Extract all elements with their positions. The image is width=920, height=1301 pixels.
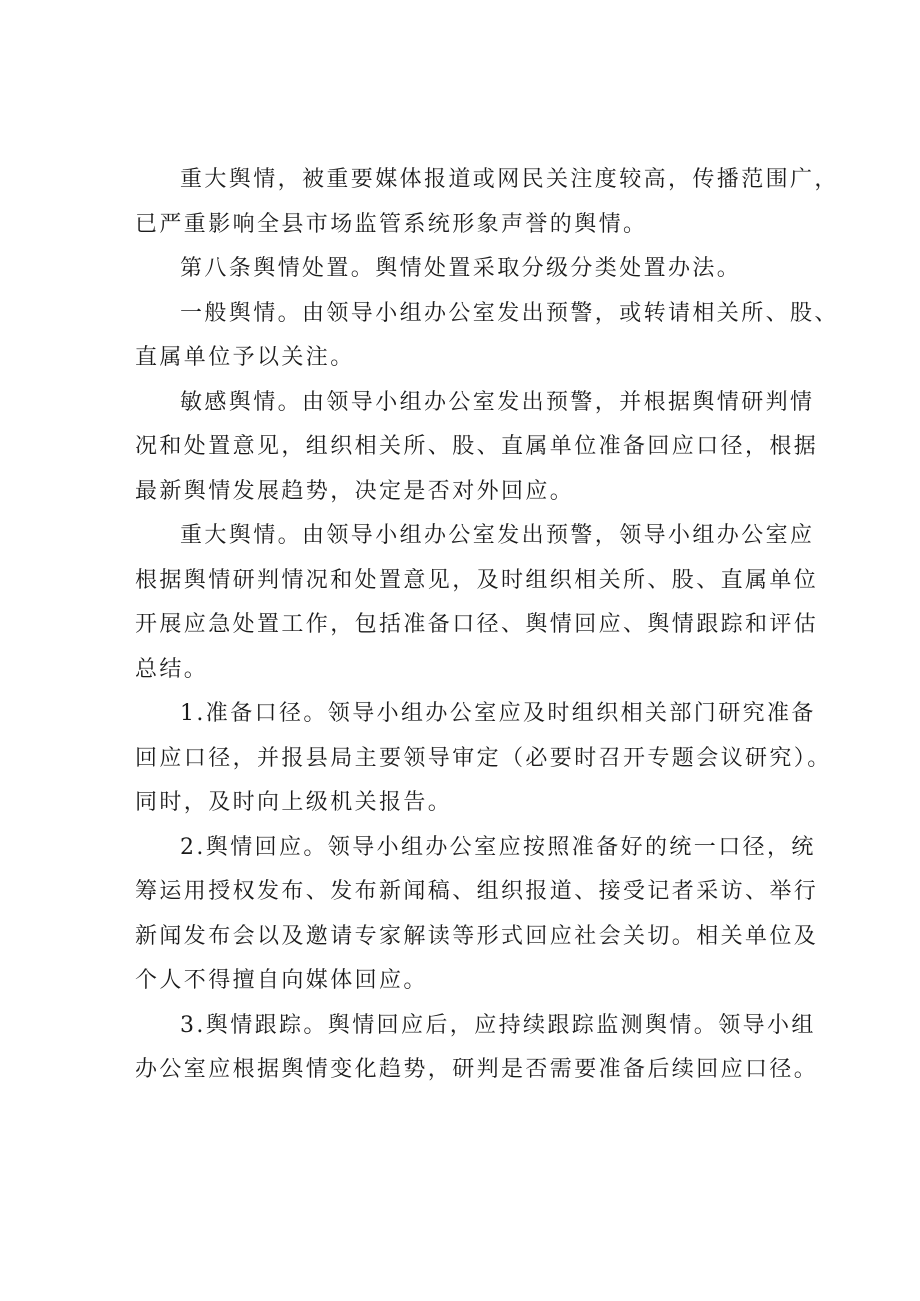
paragraph-item-2-sentiment-response [135,826,819,1004]
paragraph-major-sentiment-handling [135,514,819,692]
paragraph-item-3-sentiment-tracking [135,1004,819,1093]
text-line: 个人不得擅自向媒体回应。 [135,968,428,993]
text-line: 回应口径，并报县局主要领导审定（必要时召开专题会议研究）。 [135,745,832,771]
text-line: 一般舆情。由领导小组办公室发出预警，或转请相关所、股、 [180,300,839,326]
text-line: 2.舆情回应。领导小组办公室应按照准备好的统一口径，统 [180,834,816,860]
text-line: 直属单位予以关注。 [135,345,355,370]
text-line: 同时，及时向上级机关报告。 [135,790,453,815]
paragraph-article-eight [135,247,785,292]
document-body [135,158,839,1093]
text-line: 况和处置意见，组织相关所、股、直属单位准备回应口径，根据 [135,434,819,459]
paragraph-sensitive-sentiment [135,381,819,515]
text-line: 根据舆情研判情况和处置意见，及时组织相关所、股、直属单位 [135,567,819,593]
paragraph-item-1-prepare-statement [135,692,832,826]
text-line: 第八条舆情处置。舆情处置采取分级分类处置办法。 [180,256,742,281]
text-line: 最新舆情发展趋势，决定是否对外回应。 [135,478,575,504]
text-line: 已严重影响全县市场监管系统形象声誉的舆情。 [135,211,648,237]
text-line: 总结。 [135,656,209,682]
text-line: 新闻发布会以及邀请专家解读等形式回应社会关切。相关单位及 [135,923,819,949]
text-line: 敏感舆情。由领导小组办公室发出预警，并根据舆情研判情 [180,389,815,415]
text-line: 开展应急处置工作，包括准备口径、舆情回应、舆情跟踪和评估 [135,612,819,637]
paragraph-general-sentiment [135,292,839,381]
text-line: 1.准备口径。领导小组办公室应及时组织相关部门研究准备 [180,701,816,726]
text-line: 重大舆情。由领导小组办公室发出预警，领导小组办公室应 [180,523,815,548]
paragraph-major-sentiment-definition [135,158,839,247]
text-line: 3.舆情跟踪。舆情回应后，应持续跟踪监测舆情。领导小组 [180,1012,816,1038]
text-line: 办公室应根据舆情变化趋势，研判是否需要准备后续回应口径。 [135,1057,819,1082]
text-line: 重大舆情，被重要媒体报道或网民关注度较高，传播范围广， [180,167,839,192]
text-line: 筹运用授权发布、发布新闻稿、组织报道、接受记者采访、举行 [135,879,819,904]
